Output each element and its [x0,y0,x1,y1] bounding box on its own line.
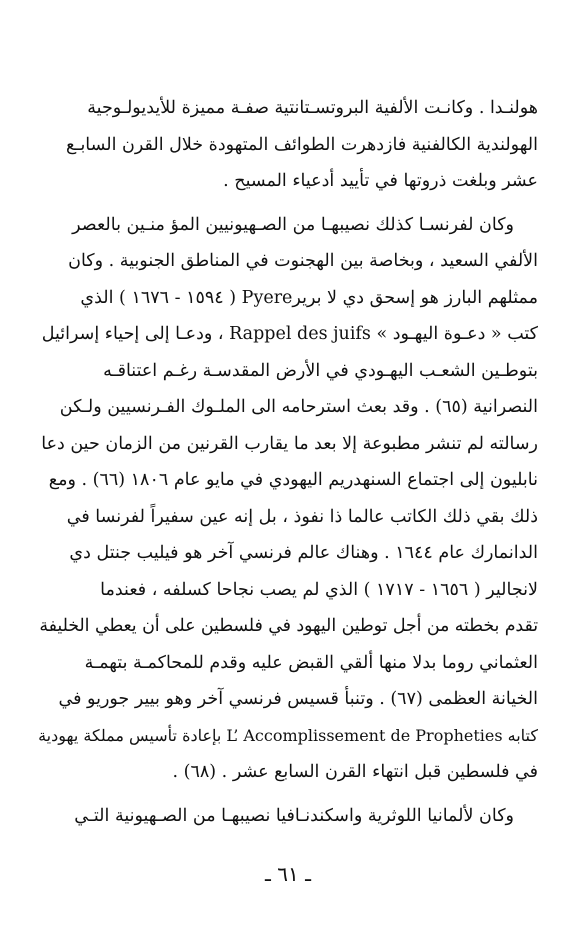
text-line: ذلك بقي ذلك الكاتب عالما ذا نفوذ ، بل إنه عين سفيراً لفرنسا في [66,506,538,527]
text-line: بتوطـين الشعـب اليهـودي في الأرض المقدسـة رغـم اعتناقـه [103,360,538,381]
text-line: ممثلهم البارز هو إسحق دي لا بريرPyere ( ١٥٩٤ - ١٦٧٦ ) الذي [80,287,538,308]
text-line: رسالته لم تنشر مطبوعة إلا بعد ما يقارب القرنين من الزمان حين دعا [41,433,538,454]
page-number: ـ ٦١ ـ [265,862,311,886]
paragraph-2 [36,207,538,791]
text-line: كتب « دعـوة اليهـود » Rappel des juifs ، ودعـا إلى إحياء إسرائيل [41,324,538,344]
text-line: النصرانية (٦٥) . وقد بعث استرحامه الى الملـوك الفـرنسيين ولـكن [59,397,538,417]
text-line: العثماني روما بدلا منها ألقي القبض عليه وقدم للمحاكمـة بتهمـة [84,652,538,673]
text-line: الألفي السعيد ، وبخاصة بين الهجنوت في المناطق الجنوبية . وكان [68,251,538,271]
text-line: هولنـدا . وكانـت الألفية البروتسـتانتية صفـة مميزة للأيديولـوجية [87,98,538,118]
text-line: تقدم بخطته من أجل توطين اليهود في فلسطين على أن يعطي الخليفة [39,616,538,636]
text-line: الدانمارك عام ١٦٤٤ . وهناك عالم فرنسي آخر هو فيليب جنتل دي [69,543,538,563]
paragraph-1 [36,90,538,200]
text-line: وكان لألمانيا اللوثرية واسكندنـافيا نصيبهـا من الصـهيونية التـي [74,805,514,826]
text-line: الهولندية الكالفنية فازدهرت الطوائف المتهودة خلال القرن السابـع [66,134,538,155]
paragraph-3 [36,798,538,835]
text-line: نابليون إلى اجتماع السنهدريم اليهودي في مايو عام ١٨٠٦ (٦٦) . ومع [48,470,538,490]
text-line: لانجالير ( ١٦٥٦ - ١٧١٧ ) الذي لم يصب نجاحا كسلفه ، فعندما [100,579,538,600]
text-line: في فلسطين قبل انتهاء القرن السابع عشر . (٦٨) . [172,762,538,782]
text-line: الخيانة العظمى (٦٧) . وتنبأ قسيس فرنسي آخر وهو بيير جوريو في [58,689,538,709]
text-line: كتابه L’ Accomplissement de Propheties بإعادة تأسيس مملكة يهودية [38,725,538,745]
text-line: عشر وبلغت ذروتها في تأييد أدعياء المسيح . [223,171,538,191]
text-line: وكان لفرنسـا كذلك نصيبهـا من الصـهيونيين المؤ منـين بالعصر [72,214,514,235]
